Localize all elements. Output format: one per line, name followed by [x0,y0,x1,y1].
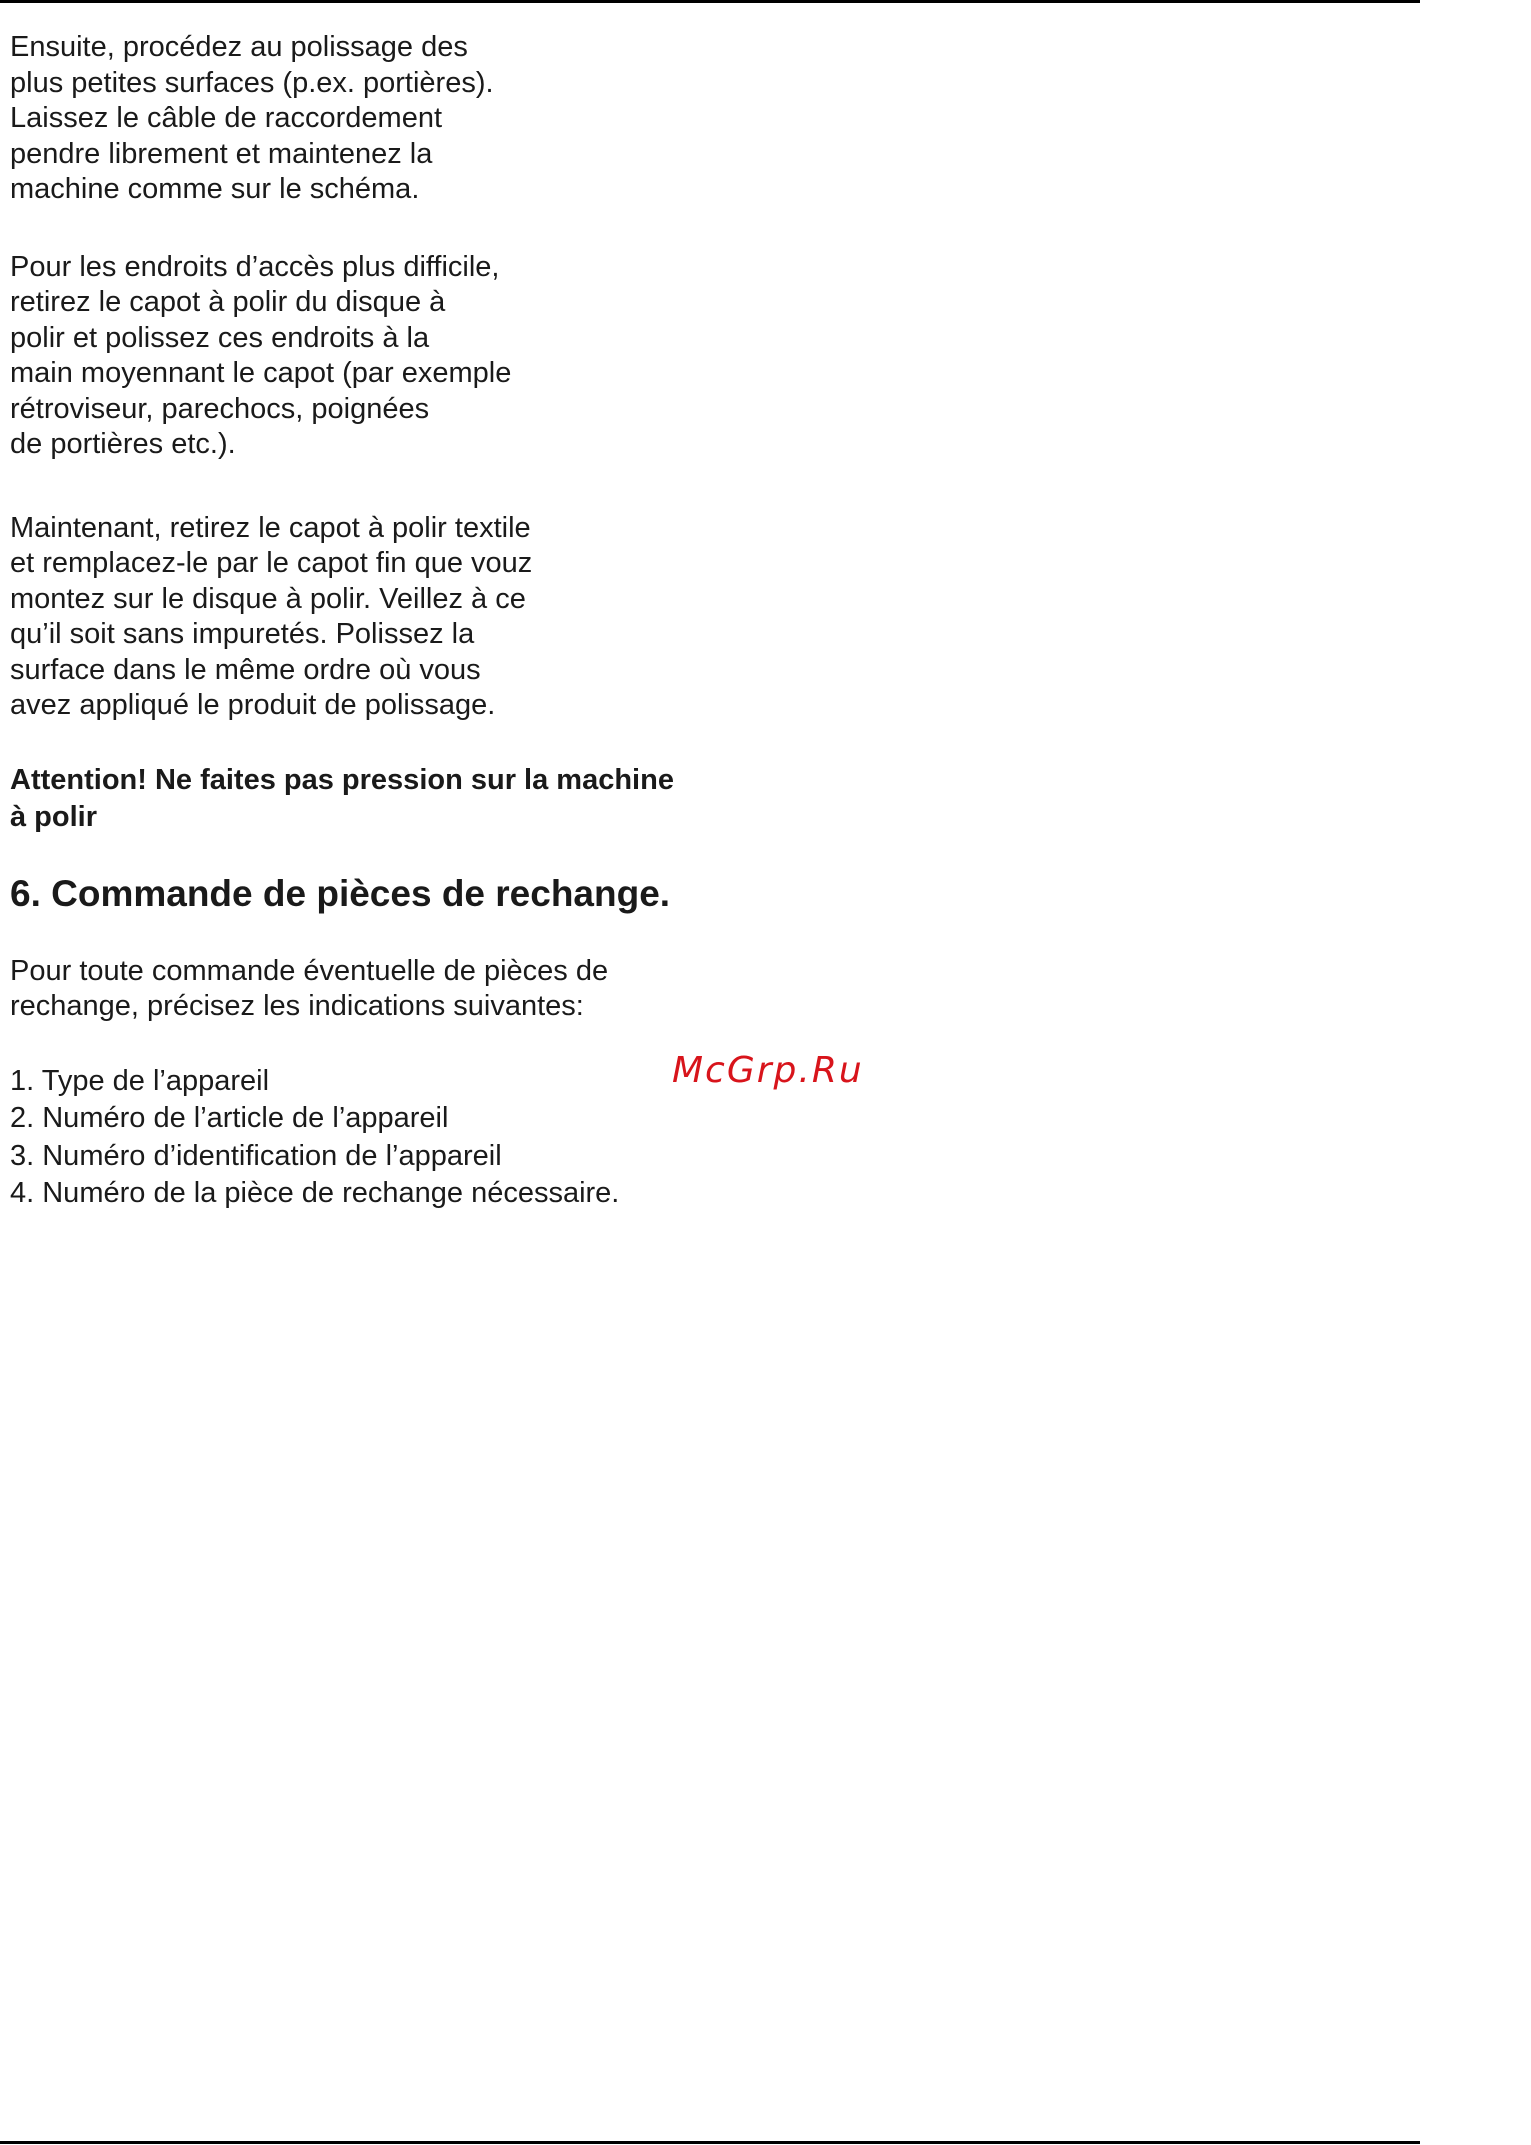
list-item: 3. Numéro d’identification de l’appareil [10,1139,502,1172]
list-item: 4. Numéro de la pièce de rechange nécessaire. [10,1177,620,1209]
document-body [10,30,770,1213]
list-item: 2. Numéro de l’article de l’appareil [10,1102,449,1134]
bottom-rule [0,2141,1420,2144]
paragraph-spare-parts: Pour toute commande éventuelle de pièces de rechange, précisez les indications suivantes: [10,954,609,1022]
top-rule [0,0,1420,3]
warning-text: Attention! Ne faites pas pression sur la machine à polir [10,763,674,833]
spare-parts-list [10,1063,770,1213]
paragraph-fine-cap: Maintenant, retirez le capot à polir textile et remplacez-le par le capot fin que vouz montez sur le disque à polir. Veillez à ce qu’il soit sans impuretés. Polissez la surface dans le même ordre où vous avez appliqué le produit de polissage. [10,511,533,721]
list-item: 1. Type de l’appareil [10,1064,270,1097]
paragraph-small-surfaces: Ensuite, procédez au polissage des plus petites surfaces (p.ex. portières). Laissez le câble de raccordement pendre librement et maintenez la machine comme sur le schéma. [10,31,494,205]
paragraph-hard-to-reach: Pour les endroits d’accès plus difficile, retirez le capot à polir du disque à polir et polissez ces endroits à la main moyennant le capot (par exemple rétroviseur, parechocs, poignées de portières etc.). [10,250,512,460]
watermark-logo: McGrp.Ru [672,1050,864,1091]
section-heading: 6. Commande de pièces de rechange. [10,872,671,914]
